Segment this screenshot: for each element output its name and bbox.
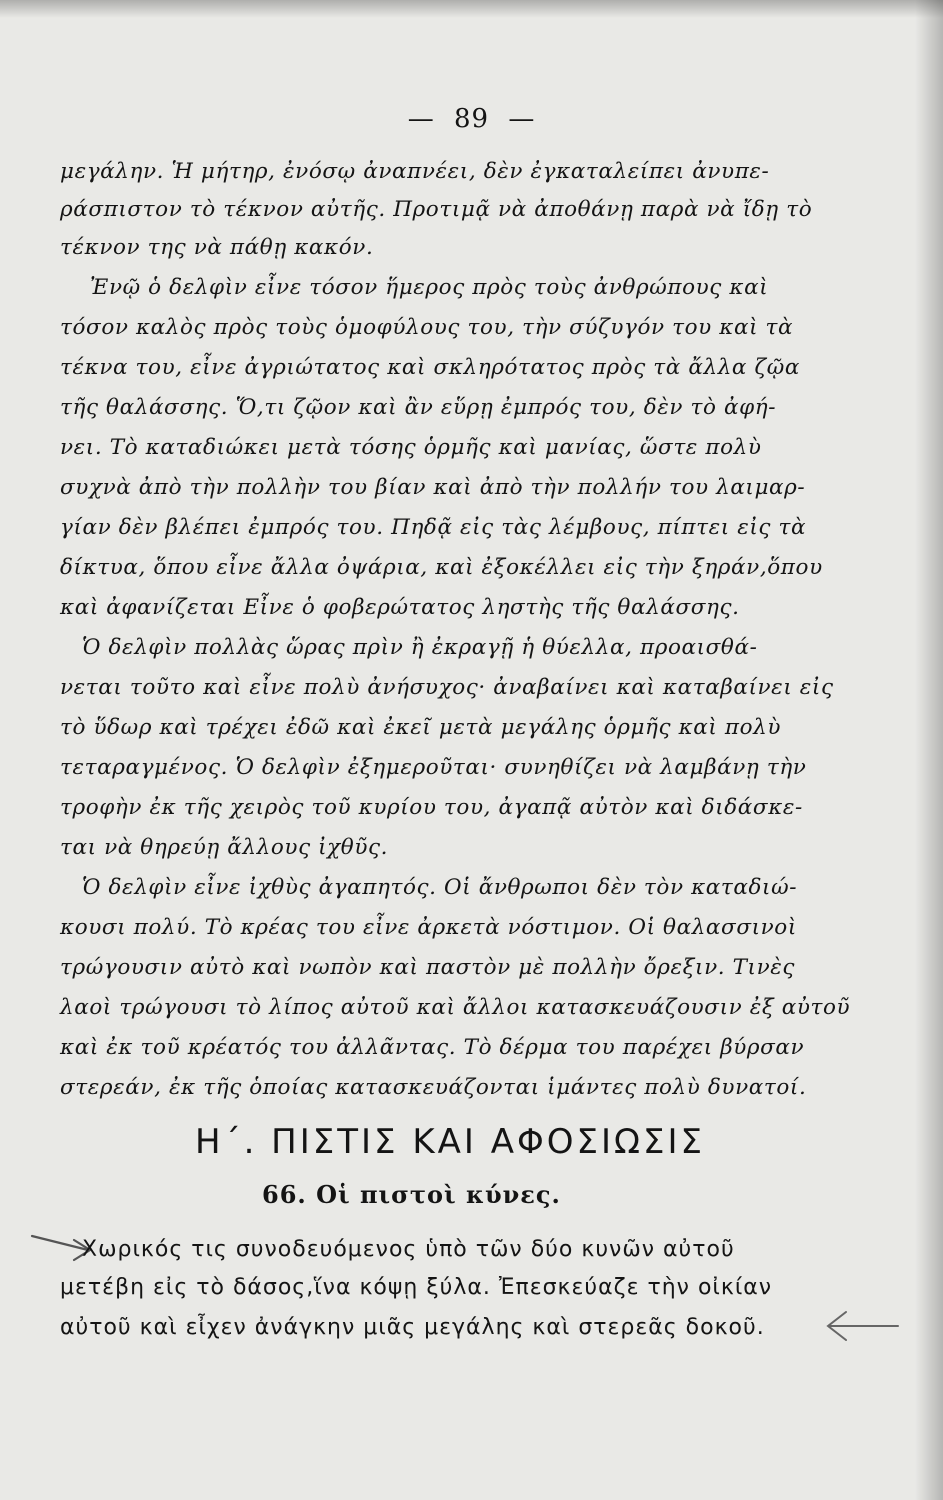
text-line: καὶ ἐκ τοῦ κρέατός του ἀλλᾶντας. Τὸ δέρμα του παρέχει βύρσαν: [60, 1035, 805, 1060]
lesson-line: αὐτοῦ καὶ εἶχεν ἀνάγκην μιᾶς μεγάλης καὶ στερεᾶς δοκοῦ.: [60, 1315, 765, 1340]
lesson-line: μετέβη εἰς τὸ δάσος,ἵνα κόψῃ ξύλα. Ἐπεσκεύαζε τὴν οἰκίαν: [60, 1275, 773, 1300]
text-line: λαοὶ τρώγουσι τὸ λίπος αὐτοῦ καὶ ἄλλοι κατασκευάζουσιν ἐξ αὐτοῦ: [60, 995, 851, 1020]
text-line: τόσον καλὸς πρὸς τοὺς ὁμοφύλους του, τὴν σύζυγόν του καὶ τὰ: [60, 315, 794, 340]
text-line: δίκτυα, ὅπου εἶνε ἄλλα ὀψάρια, καὶ ἐξοκέλλει εἰς τὴν ξηράν,ὅπου: [60, 555, 823, 580]
text-line: κουσι πολύ. Τὸ κρέας του εἶνε ἀρκετὰ νόστιμον. Οἱ θαλασσινοὶ: [60, 915, 797, 940]
text-line: τῆς θαλάσσης. Ὅ,τι ζῷον καὶ ἂν εὕρῃ ἐμπρός του, δὲν τὸ ἀφή-: [60, 395, 777, 420]
page-number-dash-right: —: [508, 104, 536, 134]
text-line: τρώγουσιν αὐτὸ καὶ νωπὸν καὶ παστὸν μὲ πολλὴν ὄρεξιν. Τινὲς: [60, 955, 796, 980]
top-edge-shadow: [0, 0, 943, 18]
right-edge-shadow: [915, 0, 943, 1500]
text-line: Ἐνῷ ὁ δελφὶν εἶνε τόσον ἥμερος πρὸς τοὺς ἀνθρώπους καὶ: [90, 275, 769, 300]
text-line: τέκνον της νὰ πάθῃ κακόν.: [60, 235, 374, 260]
text-line: στερεάν, ἐκ τῆς ὁποίας κατασκευάζονται ἱμάντες πολὺ δυνατοί.: [60, 1075, 807, 1100]
text-line: νει. Τὸ καταδιώκει μετὰ τόσης ὁρμῆς καὶ μανίας, ὥστε πολὺ: [60, 435, 762, 460]
page-number-value: 89: [453, 104, 490, 134]
lesson-line: Χωρικός τις συνοδευόμενος ὑπὸ τῶν δύο κυνῶν αὐτοῦ: [82, 1237, 735, 1262]
text-line: μεγάλην. Ἡ μήτηρ, ἐνόσῳ ἀναπνέει, δὲν ἐγκαταλείπει ἀνυπε-: [60, 159, 770, 184]
text-line: ται νὰ θηρεύῃ ἄλλους ἰχθῦς.: [60, 835, 389, 860]
text-line: ράσπιστον τὸ τέκνον αὐτῆς. Προτιμᾷ νὰ ἀποθάνῃ παρὰ νὰ ἴδῃ τὸ: [60, 197, 813, 222]
text-line: γίαν δὲν βλέπει ἐμπρός του. Πηδᾷ εἰς τὰς λέμβους, πίπτει εἰς τὰ: [60, 515, 807, 540]
lesson-title: 66. Οἱ πιστοὶ κύνες.: [262, 1180, 561, 1209]
page-number-dash-left: —: [407, 104, 435, 134]
text-line: τροφὴν ἐκ τῆς χειρὸς τοῦ κυρίου του, ἀγαπᾷ αὐτὸν καὶ διδάσκε-: [60, 795, 803, 820]
handwritten-arrow-left-icon: [822, 1306, 902, 1346]
text-line: τὸ ὕδωρ καὶ τρέχει ἐδῶ καὶ ἐκεῖ μετὰ μεγάλης ὁρμῆς καὶ πολὺ: [60, 715, 782, 740]
page-number: [0, 104, 943, 134]
text-line: καὶ ἀφανίζεται Εἶνε ὁ φοβερώτατος ληστὴς τῆς θαλάσσης.: [60, 595, 740, 620]
text-line: Ὁ δελφὶν εἶνε ἰχθὺς ἀγαπητός. Οἱ ἄνθρωποι δὲν τὸν καταδιώ-: [82, 875, 798, 900]
text-line: Ὁ δελφὶν πολλὰς ὥρας πρὶν ἢ ἐκραγῇ ἡ θύελλα, προαισθά-: [82, 635, 758, 660]
text-line: τεταραγμένος. Ὁ δελφὶν ἐξημεροῦται· συνηθίζει νὰ λαμβάνῃ τὴν: [60, 755, 807, 780]
chapter-title: Η΄. ΠΙΣΤΙΣ ΚΑΙ ΑΦΟΣΙΩΣΙΣ: [195, 1122, 705, 1162]
text-line: τέκνα του, εἶνε ἀγριώτατος καὶ σκληρότατος πρὸς τὰ ἄλλα ζῷα: [60, 355, 800, 380]
text-line: συχνὰ ἀπὸ τὴν πολλὴν του βίαν καὶ ἀπὸ τὴν πολλήν του λαιμαρ-: [60, 475, 806, 500]
text-line: νεται τοῦτο καὶ εἶνε πολὺ ἀνήσυχος· ἀναβαίνει καὶ καταβαίνει εἰς: [60, 675, 834, 700]
